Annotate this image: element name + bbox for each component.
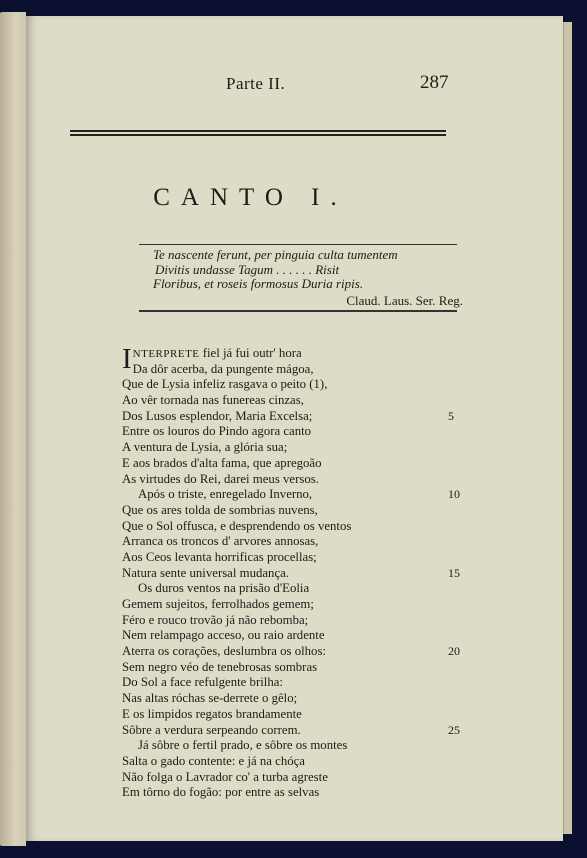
verse-line	[122, 550, 542, 566]
verse-line	[122, 440, 542, 456]
verse-line	[122, 472, 542, 488]
canto-title-text: CANTO I.	[153, 184, 348, 211]
verse-text: E aos brados d'alta fama, que apregoão	[122, 455, 322, 470]
verse-text: Arranca os troncos d' arvores annosas,	[122, 534, 319, 549]
verse-line	[122, 534, 542, 550]
first-word: NTERPRETE	[132, 348, 200, 360]
page-number: 287	[420, 72, 449, 93]
verse-line	[122, 785, 542, 801]
verse-text: Ao vêr tornada nas funereas cinzas,	[122, 393, 304, 408]
verse-text: As virtudes do Rei, darei meus versos.	[122, 471, 319, 486]
verse-line	[122, 362, 542, 378]
epigraph-line: Floribus, et roseis formosus Duria ripis.	[153, 276, 364, 291]
line-number: 5	[448, 408, 454, 423]
header-rule	[70, 130, 446, 132]
verse-line	[122, 503, 542, 519]
verse-text: Da dôr acerba, da pungente mágoa,	[132, 361, 314, 376]
verse-line	[122, 754, 542, 770]
verse-text: Gemem sujeitos, ferrolhados gemem;	[122, 597, 314, 611]
running-head: Parte II.	[226, 74, 286, 93]
poem	[122, 343, 542, 801]
verse-line	[122, 519, 542, 535]
verse-line	[122, 707, 542, 723]
verse-line	[122, 691, 542, 707]
verse-text: Que os ares tolda de sombrias nuvens,	[122, 502, 318, 517]
epigraph-attribution: Claud. Laus. Ser. Reg.	[346, 292, 463, 308]
left-page-edge	[0, 12, 26, 846]
book-page	[26, 16, 563, 841]
verse-text: Nem relampago acceso, ou raio ardente	[122, 628, 325, 643]
epigraph-bottom-rule	[139, 310, 457, 312]
verse-text: Não folga o Lavrador co' a turba agreste	[122, 769, 328, 784]
verse-line	[122, 409, 542, 425]
verse-line	[122, 456, 542, 472]
verse-text: Salta o gado contente: e já na chóça	[122, 753, 305, 768]
verse-text: Que de Lysia infeliz rasgava o peito (1),	[122, 377, 328, 392]
drop-cap: I	[122, 343, 132, 375]
epigraph-top-rule	[139, 244, 457, 245]
verse-line	[122, 738, 542, 754]
verse-text: Dos Lusos esplendor, Maria Excelsa;	[122, 408, 313, 423]
right-page-edge	[563, 22, 572, 834]
verse-line	[122, 581, 542, 597]
page-header	[26, 74, 563, 104]
epigraph-line: Te nascente ferunt, per pinguia culta tumentem	[153, 247, 398, 262]
epigraph	[153, 248, 463, 308]
line-number: 20	[448, 644, 460, 659]
line-number: 25	[448, 722, 460, 737]
line-number: 10	[448, 487, 460, 502]
verse-text: Sôbre a verdura serpeando correm.	[122, 722, 301, 737]
verse-text: A ventura de Lysia, a glória sua;	[122, 440, 288, 455]
verse-text: Já sôbre o fertil prado, e sôbre os montes	[138, 738, 348, 753]
verse-line	[122, 770, 542, 786]
verse-text: Do Sol a face refulgente brilha:	[122, 675, 283, 690]
verse-text: Aterra os corações, deslumbra os olhos:	[122, 644, 326, 659]
verse-text: Que o Sol offusca, e desprendendo os ventos	[122, 518, 352, 533]
verse-line	[122, 424, 542, 440]
verse-text: Em tôrno do fogão: por entre as selvas	[122, 785, 320, 800]
verse-line	[122, 377, 542, 393]
verse-line	[122, 566, 542, 582]
verse-line	[122, 675, 542, 691]
verse-text: E os limpidos regatos brandamente	[122, 706, 302, 721]
verse-line	[122, 487, 542, 503]
verse-text: Nas altas róchas se-derrete o gêlo;	[122, 691, 298, 706]
verse-line	[122, 644, 542, 660]
verse-text: Sem negro véo de tenebrosas sombras	[122, 659, 318, 674]
verse-text: Aos Ceos levanta horrificas procellas;	[122, 549, 317, 564]
first-line-rest: fiel já fui outr' hora	[199, 346, 302, 360]
verse-line	[122, 660, 542, 676]
epigraph-line: Divitis undasse Tagum . . . . . . Risit	[155, 261, 340, 277]
verse-text: Após o triste, enregelado Inverno,	[138, 487, 313, 502]
verse-text: Entre os louros do Pindo agora canto	[122, 424, 312, 439]
verse-line	[122, 393, 542, 409]
line-number: 15	[448, 565, 460, 580]
verse-text: Os duros ventos na prisão d'Eolia	[138, 581, 310, 596]
verse-line	[122, 723, 542, 739]
verse-line	[122, 597, 542, 613]
canto-title	[26, 184, 563, 212]
verse-text: Féro e rouco trovão já não rebomba;	[122, 612, 309, 627]
verse-text: Natura sente universal mudança.	[122, 565, 290, 580]
verse-line	[122, 628, 542, 644]
verse-line	[122, 613, 542, 629]
